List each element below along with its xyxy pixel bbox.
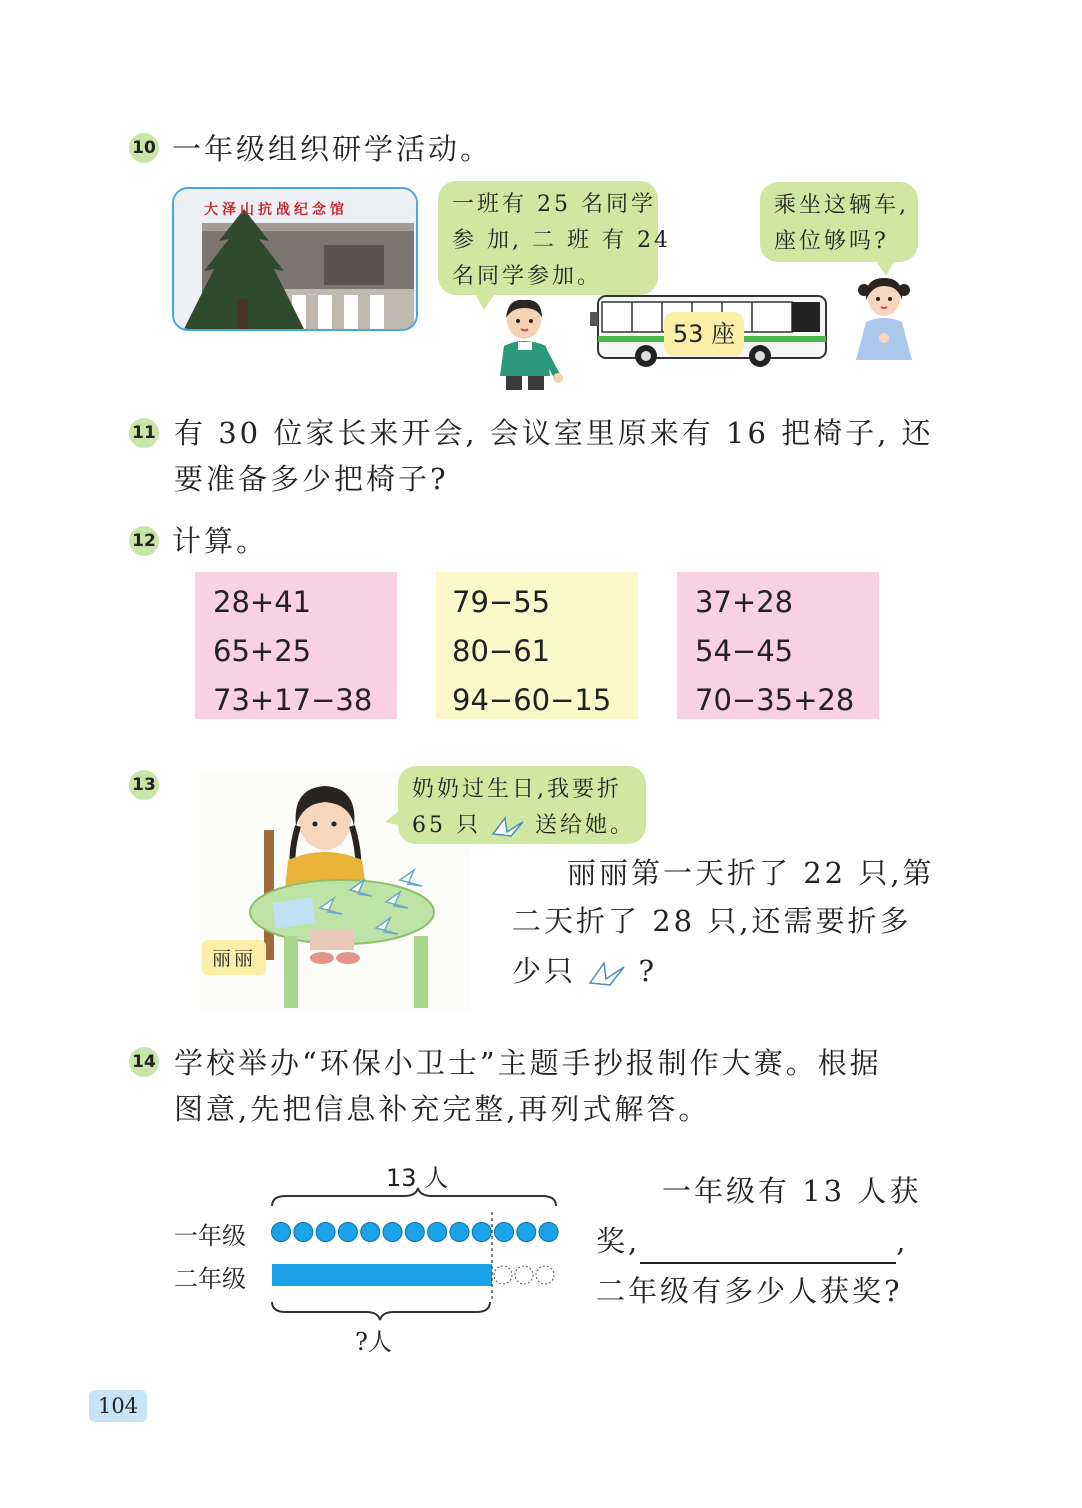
girl-icon [852, 272, 918, 364]
bubble-lili-count: 65 只 [412, 813, 481, 838]
speech-bubble-boy [438, 181, 671, 295]
grade-1-dot [383, 1223, 402, 1242]
boy-icon [494, 296, 566, 392]
grade-1-dot [272, 1223, 291, 1242]
question-14-line-1: 学校举办“环保小卫士”主题手抄报制作大赛。根据 [174, 1046, 882, 1080]
bubble-lili-rest: 送给她。 [535, 813, 636, 838]
question-13-line-3 [512, 948, 657, 994]
question-number-13: 13 [129, 770, 159, 800]
question-14-right-line-2 [596, 1218, 908, 1264]
answer-blank[interactable] [640, 1230, 896, 1264]
grade-2-bar [272, 1264, 492, 1286]
calc-expression: 54−45 [695, 634, 794, 668]
bubble-lili-line-1: 奶奶过生日,我要折 [412, 777, 622, 802]
bubble-tail-lili [385, 806, 405, 830]
question-13-line-2: 二天折了 28 只,还需要折多 [512, 904, 912, 938]
grade-2-empty-dot [494, 1266, 512, 1284]
row-label-grade-2: 二年级 [174, 1265, 246, 1293]
calc-expression: 65+25 [213, 634, 312, 668]
question-14-right-line-2-a: 奖, [596, 1224, 641, 1258]
question-14-right-line-1: 一年级有 13 人获 [662, 1174, 922, 1208]
paper-crane-icon [491, 814, 525, 838]
question-14-right-line-2-b: , [896, 1224, 909, 1258]
bubble-lili-line-2 [412, 808, 636, 844]
calc-expression: 79−55 [452, 585, 551, 619]
question-11-line-2: 要准备多少把椅子? [174, 462, 449, 496]
top-brace [266, 1186, 566, 1208]
question-13-line-3-text: 少只 [512, 954, 577, 988]
question-14-right-line-3: 二年级有多少人获奖? [596, 1274, 903, 1308]
bubble-boy-line-1: 一班有 25 名同学 [452, 192, 656, 217]
calc-box-1 [195, 572, 397, 719]
paper-crane-icon [588, 959, 626, 987]
question-number-11: 11 [129, 418, 159, 448]
grade-1-dot [517, 1223, 536, 1242]
grade-1-dot [495, 1223, 514, 1242]
bubble-girl-line-2: 座位够吗? [774, 229, 889, 254]
diagram-bottom-label: ?人 [355, 1328, 392, 1356]
grade-1-dot [472, 1223, 491, 1242]
diagram-top-label: 13 人 [386, 1164, 449, 1192]
speech-bubble-girl [760, 182, 918, 262]
bubble-boy-line-2: 参 加, 二 班 有 24 [452, 228, 671, 253]
grade-1-dot [338, 1223, 357, 1242]
name-tag-lili: 丽丽 [202, 940, 266, 975]
question-11-line-1: 有 30 位家长来开会, 会议室里原来有 16 把椅子, 还 [174, 416, 934, 450]
row-label-grade-1: 一年级 [174, 1222, 246, 1250]
calc-expression: 94−60−15 [452, 683, 612, 717]
grade-1-dot [428, 1223, 447, 1242]
question-10-text: 一年级组织研学活动。 [172, 132, 493, 166]
grade-2-empty-dot [536, 1266, 554, 1284]
question-12-text: 计算。 [172, 524, 269, 558]
grade-2-empty-dot [515, 1266, 533, 1284]
bus-seat-label: 53 座 [664, 312, 744, 356]
bubble-girl-line-1: 乘坐这辆车, [774, 193, 909, 218]
question-number-10: 10 [129, 133, 159, 163]
grade-1-dot [405, 1223, 424, 1242]
calc-expression: 73+17−38 [213, 683, 373, 717]
calc-expression: 70−35+28 [695, 683, 855, 717]
grade-1-dot [361, 1223, 380, 1242]
question-14-line-2: 图意,先把信息补充完整,再列式解答。 [174, 1092, 711, 1126]
question-13-line-1: 丽丽第一天折了 22 只,第 [567, 856, 935, 890]
calc-expression: 37+28 [695, 585, 794, 619]
grade-1-dot [539, 1223, 558, 1242]
museum-photo [172, 187, 418, 331]
bubble-boy-line-3: 名同学参加。 [452, 264, 603, 289]
calc-expression: 80−61 [452, 634, 551, 668]
comparison-diagram [262, 1212, 566, 1302]
calc-box-3 [677, 572, 879, 719]
museum-sign: 大泽山抗战纪念馆 [204, 202, 348, 218]
page-number: 104 [89, 1390, 147, 1422]
grade-1-dot [316, 1223, 335, 1242]
question-number-14: 14 [129, 1047, 159, 1077]
calc-expression: 28+41 [213, 585, 312, 619]
question-13-mark: ? [638, 954, 658, 988]
grade-1-dot [450, 1223, 469, 1242]
grade-1-dot [294, 1223, 313, 1242]
speech-bubble-lili [398, 766, 646, 844]
bottom-brace [266, 1300, 506, 1322]
question-number-12: 12 [129, 526, 159, 556]
calc-box-2 [436, 572, 638, 719]
